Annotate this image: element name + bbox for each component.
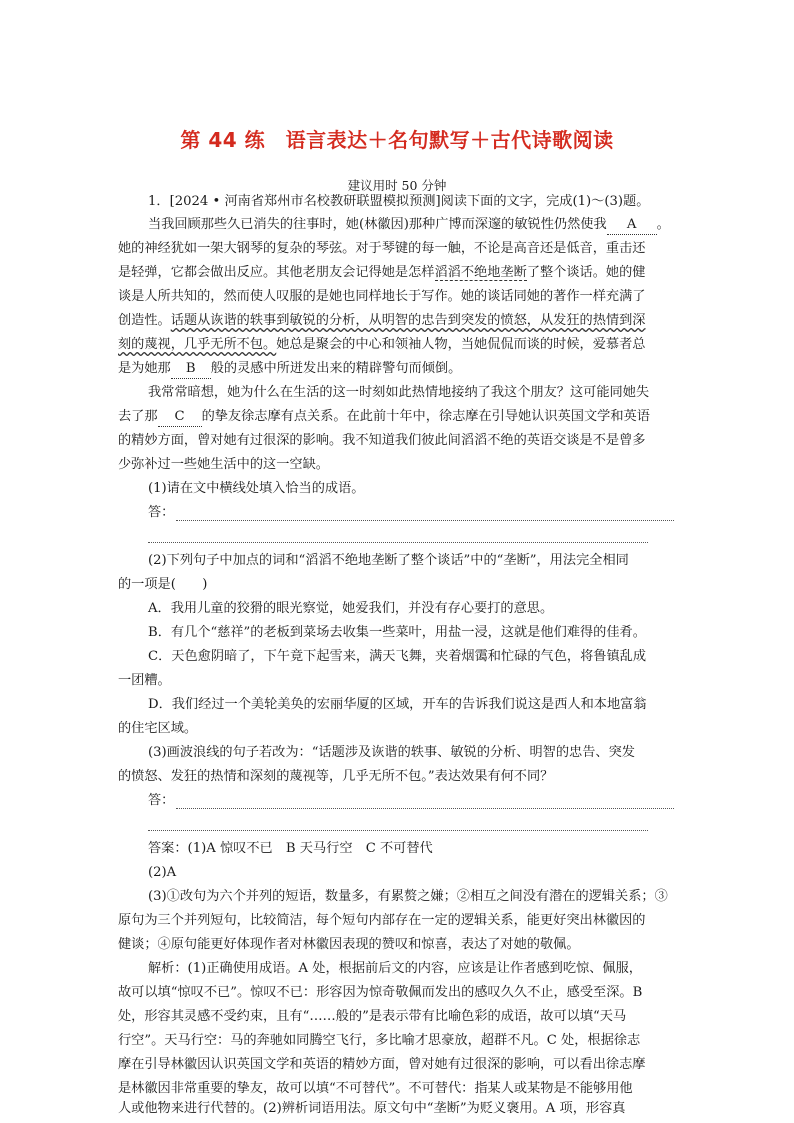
answer-line[interactable] [176, 808, 674, 809]
option-b: B．有几个“慈祥”的老板到菜场去收集一些菜叶，用盐一浸，这就是他们难得的佳肴。 [148, 625, 646, 640]
passage-line: 我常常暗想，她为什么在生活的这一时刻如此热情地接纳了我这个朋友？这可能同她失 [148, 385, 650, 400]
analysis: 解析：(1)正确使用成语。A 处，根据前后文的内容，应该是让作者感到吃惊、佩服， [148, 961, 642, 976]
answer-3-cont: 原句为三个并列短句，比较简洁，每个短句内部存在一定的逻辑关系，能更好突出林徽因的 [118, 913, 646, 928]
answer-2: (2)A [148, 865, 177, 880]
wavy-sentence: 刻的蔑视，几乎无所不包。 [118, 337, 277, 352]
option-d: D．我们经过一个美轮美奂的宏丽华厦的区域，开车的告诉我们说这是西人和本地富翁 [148, 697, 647, 712]
answer-3: (3)①改句为六个并列的短语，数量多，有累赘之嫌；②相互之间没有潜在的逻辑关系；③ [148, 889, 668, 904]
question-1-1: (1)请在文中横线处填入恰当的成语。 [148, 481, 365, 496]
analysis-cont: 人或他物来进行代替的。(2)辨析词语用法。原文句中“垄断”为贬义褒用。A 项，形容真 [118, 1101, 626, 1116]
passage-line: 是为她那 B 般的灵感中所迸发出来的精辟警句而倾倒。 [118, 360, 461, 378]
question-1-header: 1．[2024 • 河南省郑州市名校教研联盟模拟预测]阅读下面的文字，完成(1)～(3)题。 [148, 194, 650, 209]
answer-label: 答： [148, 793, 175, 808]
analysis-cont: 摩在引导林徽因认识英国文学和英语的精妙方面，曾对她有过很深的影响，可以看出徐志摩 [118, 1057, 646, 1072]
wavy-sentence: 话题从诙谐的轶事到敏锐的分析，从明智的忠告到突发的愤怒，从发狂的热情到深 [170, 313, 646, 328]
analysis-cont: 处，形容其灵感不受约束，且有“……般的”是表示带有比喻色彩的成语，故可以填“天马 [118, 1009, 627, 1024]
suggested-time: 建议用时 50 分钟 [347, 178, 447, 193]
answer-line[interactable] [148, 542, 648, 543]
answer-label: 答： [148, 505, 175, 520]
passage-line: 当我回顾那些久已消失的往事时，她(林徽因)那种广博而深邃的敏锐性仍然使我 A 。 [148, 216, 670, 234]
passage-line: 谈是人所共知的，然而使人叹服的是她也同样地长于写作。她的谈话同她的著作一样充满了 [118, 289, 646, 304]
question-1-3-cont: 的愤怒、发狂的热情和深刻的蔑视等，几乎无所不包。”表达效果有何不同？ [118, 769, 554, 784]
passage-line: 的精妙方面，曾对她有过很深的影响。我不知道我们彼此间滔滔不绝的英语交谈是不是曾多 [118, 433, 646, 448]
analysis-cont: 是林徽因非常重要的挚友，故可以填“不可替代”。不可替代：指某人或某物是不能够用他 [118, 1081, 633, 1096]
analysis-cont: 行空”。天马行空：马的奔驰如同腾空飞行，多比喻才思豪放，超群不凡。C 处，根据徐志 [118, 1033, 641, 1048]
passage-line: 是轻弹，它都会做出反应。其他老朋友会记得她是怎样滔滔不绝地垄断了整个谈话。她的健 [118, 265, 646, 280]
option-d-cont: 的住宅区域。 [118, 721, 198, 736]
passage-line: 少弥补过一些她生活中的这一空缺。 [118, 457, 329, 472]
passage-line: 去了那 C 的挚友徐志摩有点关系。在此前十年中，徐志摩在引导她认识英国文学和英语 [118, 408, 650, 426]
blank-a: A [607, 216, 657, 235]
dotted-phrase: 滔滔不绝地垄断 [434, 265, 527, 280]
analysis-cont: 故可以填“惊叹不已”。惊叹不已：形容因为惊奇敬佩而发出的感叹久久不止，感受至深。B [118, 985, 643, 1000]
blank-c: C [158, 408, 202, 427]
passage-line: 她的神经犹如一架大钢琴的复杂的琴弦。对于琴键的每一触，不论是高音还是低音，重击还 [118, 241, 646, 256]
answer-line[interactable] [148, 830, 648, 831]
blank-b: B [171, 360, 211, 379]
question-1-2-cont: 的一项是( ) [118, 577, 208, 592]
answer-3-cont: 健谈；④原句能更好体现作者对林徽因表现的赞叹和惊喜，表达了对她的敬佩。 [118, 937, 580, 952]
option-a: A．我用儿童的狡猾的眼光察觉，她爱我们，并没有存心要打的意思。 [148, 601, 554, 616]
question-1-3: (3)画波浪线的句子若改为：“话题涉及诙谐的轶事、敏锐的分析、明智的忠告、突发 [148, 745, 635, 760]
answer-1: 答案：(1)A 惊叹不已 B 天马行空 C 不可替代 [148, 841, 433, 856]
question-1-2: (2)下列句子中加点的词和“滔滔不绝地垄断了整个谈话”中的“垄断”，用法完全相同 [148, 553, 629, 568]
passage-line: 创造性。话题从诙谐的轶事到敏锐的分析，从明智的忠告到突发的愤怒，从发狂的热情到深 [118, 313, 646, 328]
page-title: 第 44 练 语言表达＋名句默写＋古代诗歌阅读 [180, 128, 614, 152]
answer-line[interactable] [176, 520, 674, 521]
passage-line: 刻的蔑视，几乎无所不包。她总是聚会的中心和领袖人物，当她侃侃而谈的时候，爱慕者总 [118, 337, 646, 352]
option-c-cont: 一团糟。 [118, 673, 171, 688]
option-c: C．天色愈阴暗了，下午竟下起雪来，满天飞舞，夹着烟霭和忙碌的气色，将鲁镇乱成 [148, 649, 647, 664]
